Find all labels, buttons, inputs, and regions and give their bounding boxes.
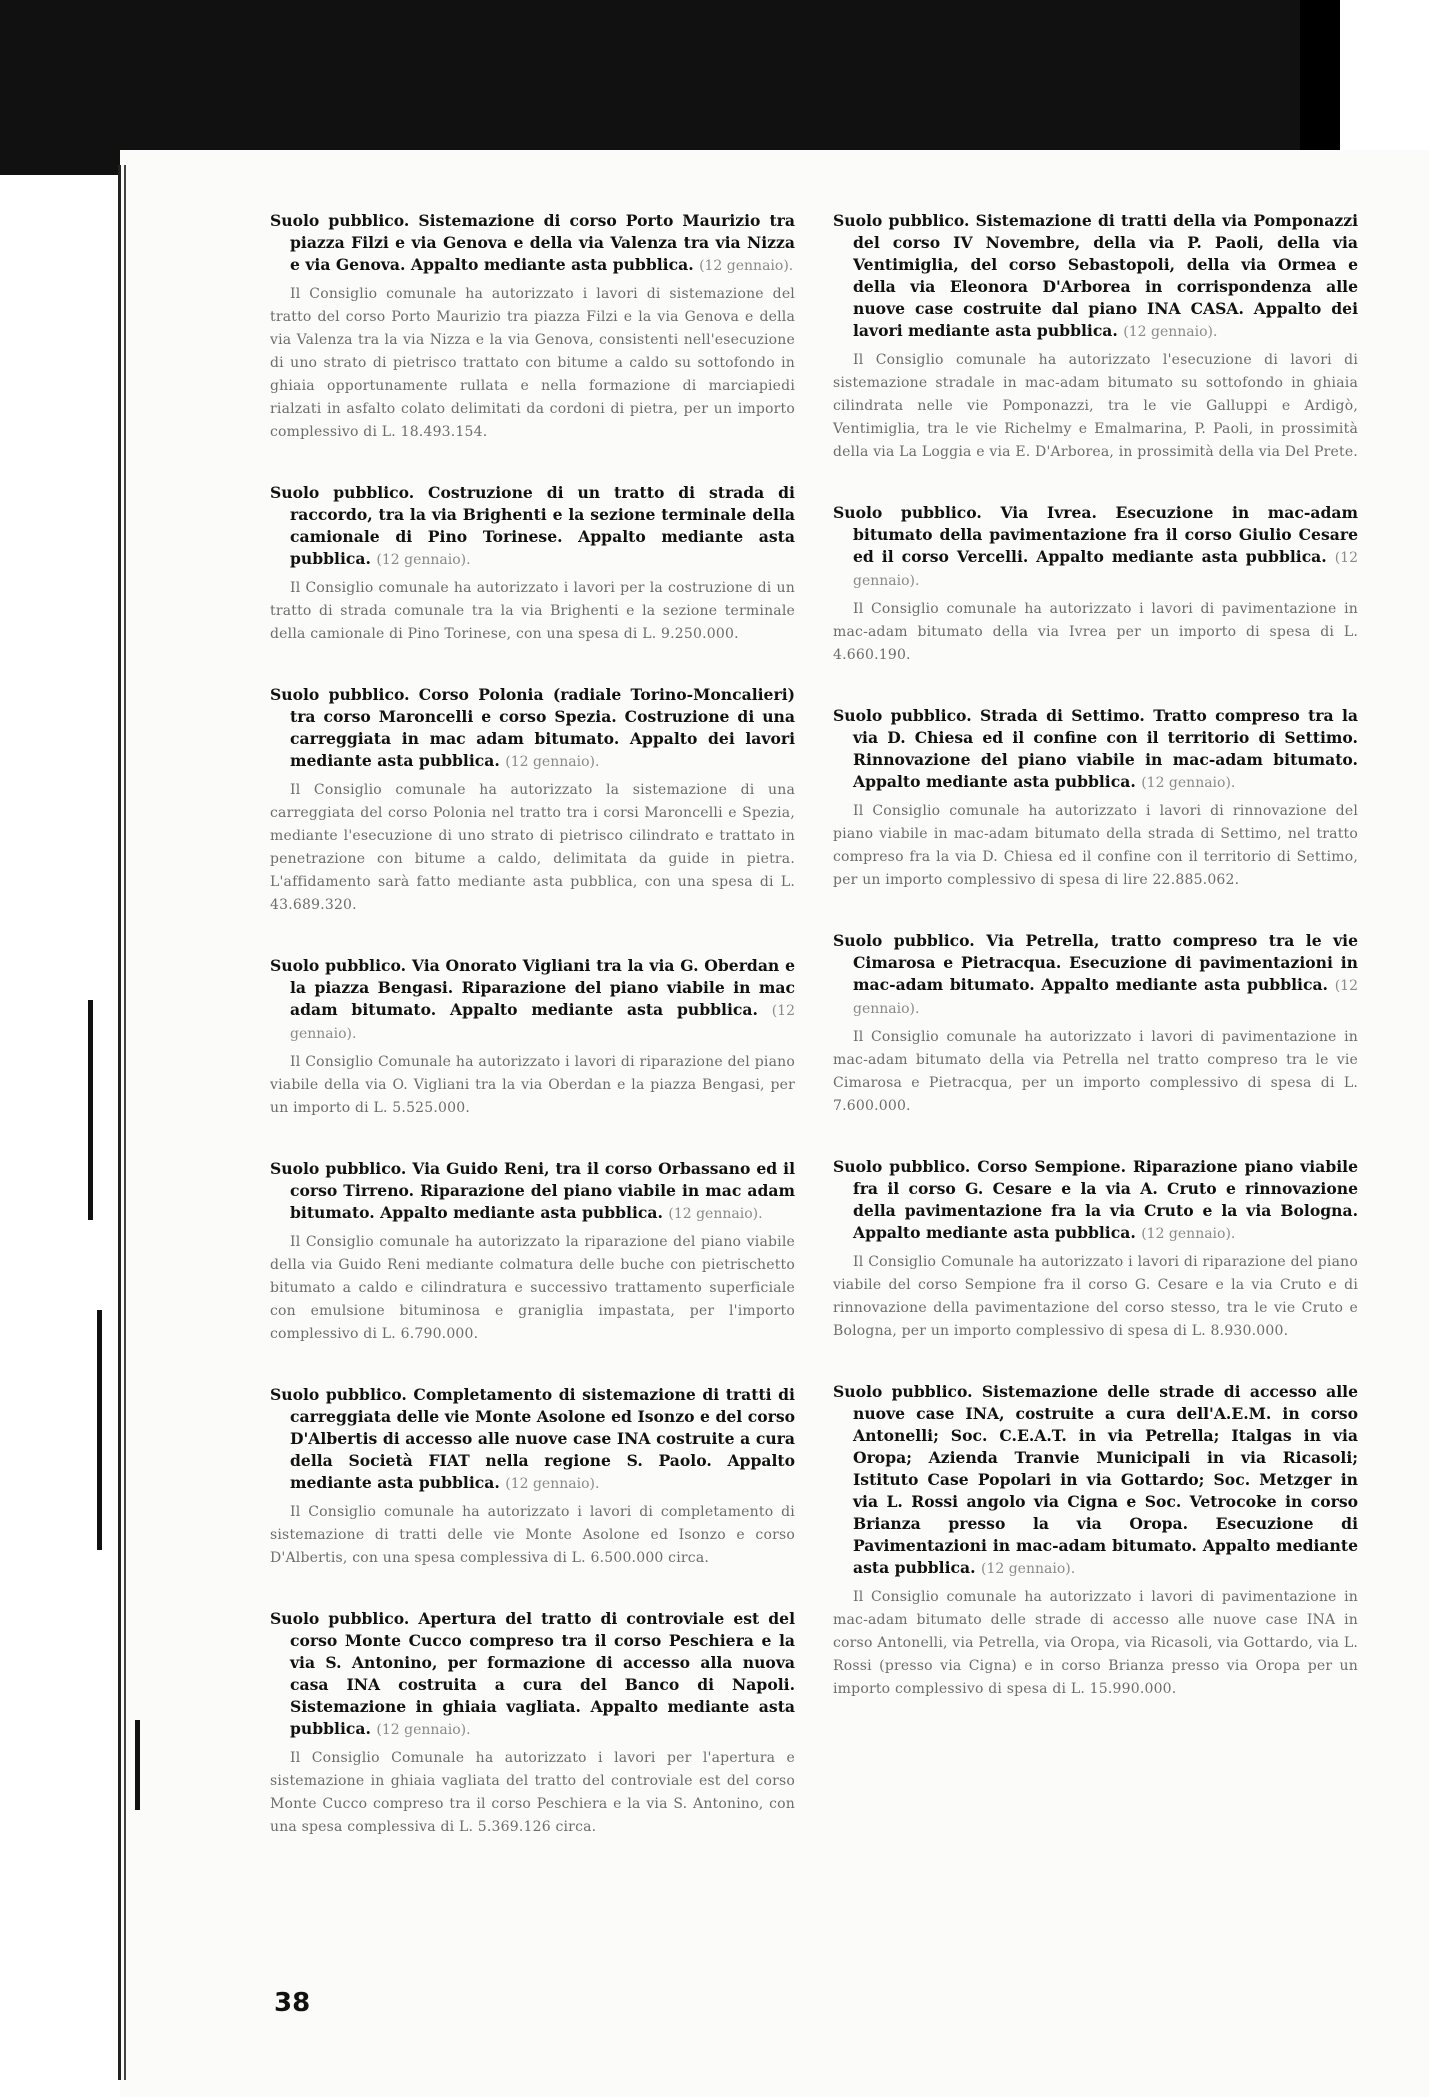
- entry-body: Il Consiglio comunale ha autorizzato l'esecuzione di lavori di sistemazione stradale in mac-adam bitumato su sottofondo in ghiaia cilindrata nelle vie Pomponazzi, tra le vie Galluppi e Ardigò, Ventimiglia, tra le vie Richelmy e Emalmarina, P. Paoli, in prossimità della via La Loggia e via E. D'Arborea, in prossimità della via Del Prete.: [833, 352, 1358, 460]
- entry-monte-asolone-isonzo: [270, 1384, 795, 1570]
- entry-body: Il Consiglio comunale ha autorizzato i lavori di pavimentazione in mac-adam bitumato della via Petrella nel tratto compreso tra le vie Cimarosa e Pietracqua, per un importo complessivo di spesa di L. 7.600.000.: [833, 1029, 1358, 1114]
- entry-via-guido-reni: [270, 1158, 795, 1346]
- entry-body: Il Consiglio comunale ha autorizzato la sistemazione di una carreggiata del corso Polonia nel tratto tra i corsi Maroncelli e Spezia, mediante l'esecuzione di uno strato di pietrisco cilindrato e trattato in penetrazione con bitume a caldo, delimitata da guide in pietra. L'affidamento sarà fatto mediante asta pubblica, con una spesa di L. 43.689.320.: [270, 782, 795, 913]
- entry-date: (12 gennaio).: [376, 552, 471, 568]
- entry-date: (12 gennaio).: [505, 1476, 600, 1492]
- entry-title: Suolo pubblico. Corso Polonia (radiale Torino-Moncalieri) tra corso Maroncelli e corso Spezia. Costruzione di una carreggiata in mac adam bitumato. Appalto dei lavori mediante asta pubblica. (12 gennaio).: [270, 685, 795, 770]
- entry-body: Il Consiglio Comunale ha autorizzato i lavori di riparazione del piano viabile del corso Sempione fra il corso G. Cesare e la via Cruto e di rinnovazione della pavimentazione del corso stesso, tra le vie Cruto e Bologna, per un importo complessivo di spesa di L. 8.930.000.: [833, 1254, 1358, 1339]
- entry-via-petrella: [833, 930, 1358, 1118]
- entry-date: (12 gennaio).: [376, 1722, 471, 1738]
- entry-corso-sempione: [833, 1156, 1358, 1343]
- entry-date: (12 gennaio).: [505, 754, 600, 770]
- entry-body: Il Consiglio Comunale ha autorizzato i lavori di riparazione del piano viabile della via O. Vigliani tra la via Oberdan e la piazza Bengasi, per un importo di L. 5.525.000.: [270, 1054, 795, 1116]
- entry-corso-porto-maurizio: [270, 210, 795, 444]
- entry-title: Suolo pubblico. Costruzione di un tratto di strada di raccordo, tra la via Brighenti e la sezione terminale della camionale di Pino Torinese. Appalto mediante asta pubblica. (12 gennaio).: [270, 483, 795, 568]
- entry-date: (12 gennaio).: [699, 258, 794, 274]
- entry-date: (12 gennaio).: [853, 550, 1358, 589]
- entry-strada-di-settimo: [833, 705, 1358, 892]
- entry-body: Il Consiglio Comunale ha autorizzato i lavori per l'apertura e sistemazione in ghiaia vagliata del tratto del controviale est del corso Monte Cucco compreso tra il corso Peschiera e la via S. Antonino, con una spesa complessiva di L. 5.369.126 circa.: [270, 1750, 795, 1835]
- entry-via-pomponazzi: [833, 210, 1358, 464]
- entry-title: Suolo pubblico. Via Petrella, tratto compreso tra le vie Cimarosa e Pietracqua. Esecuzione di pavimentazioni in mac-adam bitumato. Appalto mediante asta pubblica. (12 gennaio).: [833, 931, 1358, 1017]
- entry-title: Suolo pubblico. Sistemazione di corso Porto Maurizio tra piazza Filzi e via Genova e della via Valenza tra via Nizza e via Genova. Appalto mediante asta pubblica. (12 gennaio).: [270, 211, 795, 274]
- spine-mark: [88, 1000, 93, 1220]
- entry-title: Suolo pubblico. Via Guido Reni, tra il corso Orbassano ed il corso Tirreno. Riparazione del piano viabile in mac adam bitumato. Appalto mediante asta pubblica. (12 gennaio).: [270, 1159, 795, 1222]
- entry-title: Suolo pubblico. Sistemazione delle strade di accesso alle nuove case INA, costruite a cura dell'A.E.M. in corso Antonelli; Soc. C.E.A.T. in via Petrella; Italgas in via Oropa; Azienda Tranvie Municipali in via Ricasoli; Istituto Case Popolari in via Gottardo; Soc. Metzger in via L. Rossi angolo via Cigna e Soc. Vetrocoke in corso Brianza presso la via Oropa. Esecuzione di Pavimentazioni in mac-adam bitumato. Appalto mediante asta pubblica. (12 gennaio).: [833, 1382, 1358, 1577]
- entry-via-vigliani: [270, 955, 795, 1120]
- scan-shadow-top: [0, 0, 1340, 175]
- entry-body: Il Consiglio comunale ha autorizzato i lavori di pavimentazione in mac-adam bitumato delle strade di accesso alle nuove case INA in corso Antonelli, via Petrella, via Oropa, via Ricasoli, via Gottardo, via L. Rossi (presso via Cigna) e in corso Brianza presso via Oropa per un importo complessivo di spesa di L. 15.990.000.: [833, 1589, 1358, 1697]
- column-left: [270, 210, 795, 1877]
- entry-title: Suolo pubblico. Corso Sempione. Riparazione piano viabile fra il corso G. Cesare e la via A. Cruto e rinnovazione della pavimentazione fra la via Cruto e la via Bologna. Appalto mediante asta pubblica. (12 gennaio).: [833, 1157, 1358, 1242]
- entry-title: Suolo pubblico. Via Onorato Vigliani tra la via G. Oberdan e la piazza Bengasi. Riparazione del piano viabile in mac adam bitumato. Appalto mediante asta pubblica. (12 gennaio).: [270, 956, 795, 1042]
- entry-body: Il Consiglio comunale ha autorizzato i lavori per la costruzione di un tratto di strada comunale tra la via Brighenti e la sezione terminale della camionale di Pino Torinese, con una spesa di L. 9.250.000.: [270, 580, 795, 642]
- entry-title: Suolo pubblico. Strada di Settimo. Tratto compreso tra la via D. Chiesa ed il confine con il territorio di Settimo. Rinnovazione del piano viabile in mac-adam bitumato. Appalto mediante asta pubblica. (12 gennaio).: [833, 706, 1358, 791]
- entry-body: Il Consiglio comunale ha autorizzato i lavori di pavimentazione in mac-adam bitumato della via Ivrea per un importo di spesa di L. 4.660.190.: [833, 601, 1358, 663]
- entry-via-ivrea: [833, 502, 1358, 667]
- entry-title: Suolo pubblico. Apertura del tratto di controviale est del corso Monte Cucco compreso tra il corso Peschiera e la via S. Antonino, per formazione di accesso alla nuova casa INA costruita a cura del Banco di Napoli. Sistemazione in ghiaia vagliata. Appalto mediante asta pubblica. (12 gennaio).: [270, 1609, 795, 1738]
- entry-corso-polonia: [270, 684, 795, 917]
- entry-title: Suolo pubblico. Via Ivrea. Esecuzione in mac-adam bitumato della pavimentazione fra il corso Giulio Cesare ed il corso Vercelli. Appalto mediante asta pubblica. (12 gennaio).: [833, 503, 1358, 589]
- spine-mark: [97, 1310, 102, 1550]
- entry-corso-monte-cucco: [270, 1608, 795, 1839]
- column-right: [833, 210, 1358, 1739]
- entry-date: (12 gennaio).: [1123, 324, 1218, 340]
- entry-date: (12 gennaio).: [1141, 1226, 1236, 1242]
- spine-mark: [135, 1720, 140, 1810]
- entry-body: Il Consiglio comunale ha autorizzato i lavori di completamento di sistemazione di tratti delle vie Monte Asolone ed Isonzo e corso D'Albertis, con una spesa complessiva di L. 6.500.000 circa.: [270, 1504, 795, 1566]
- entry-title: Suolo pubblico. Completamento di sistemazione di tratti di carreggiata delle vie Monte Asolone ed Isonzo e del corso D'Albertis di accesso alle nuove case INA costruite a cura della Società FIAT nella regione S. Paolo. Appalto mediante asta pubblica. (12 gennaio).: [270, 1385, 795, 1492]
- page-number: 38: [274, 1988, 311, 2018]
- entry-date: (12 gennaio).: [980, 1561, 1076, 1577]
- entry-date: (12 gennaio).: [290, 1003, 795, 1042]
- entry-body: Il Consiglio comunale ha autorizzato i lavori di sistemazione del tratto del corso Porto Maurizio tra piazza Filzi e la via Genova e della via Valenza tra la via Nizza e la via Genova, consistenti nell'esecuzione di uno strato di pietrisco trattato con bitume a caldo su sottofondo in ghiaia opportunamente rullata e nella formazione di marciapiedi rialzati in asfalto colato delimitati da cordoni di pietra, per un importo complessivo di L. 18.493.154.: [270, 286, 795, 440]
- entry-title: Suolo pubblico. Sistemazione di tratti della via Pomponazzi del corso IV Novembre, della via P. Paoli, della via Ventimiglia, del corso Sebastopoli, della via Ormea e della via Eleonora D'Arborea in corrispondenza alle nuove case costruite dal piano INA CASA. Appalto dei lavori mediante asta pubblica. (12 gennaio).: [833, 211, 1358, 340]
- entry-date: (12 gennaio).: [1141, 775, 1236, 791]
- entry-date: (12 gennaio).: [853, 978, 1358, 1017]
- entry-date: (12 gennaio).: [668, 1206, 763, 1222]
- entry-body: Il Consiglio comunale ha autorizzato i lavori di rinnovazione del piano viabile in mac-adam bitumato della strada di Settimo, nel tratto compreso fra la via D. Chiesa ed il confine con il territorio di Settimo, per un importo complessivo di spesa di lire 22.885.062.: [833, 803, 1358, 888]
- binding-edge: [118, 165, 128, 2080]
- entry-body: Il Consiglio comunale ha autorizzato la riparazione del piano viabile della via Guido Reni mediante colmatura delle buche con pietrischetto bitumato a caldo e cilindratura e successivo trattamento superficiale con emulsione bituminosa e graniglia impastata, per l'importo complessivo di L. 6.790.000.: [270, 1234, 795, 1342]
- entry-strade-accesso-case-ina: [833, 1381, 1358, 1701]
- entry-strada-raccordo-brighenti: [270, 482, 795, 646]
